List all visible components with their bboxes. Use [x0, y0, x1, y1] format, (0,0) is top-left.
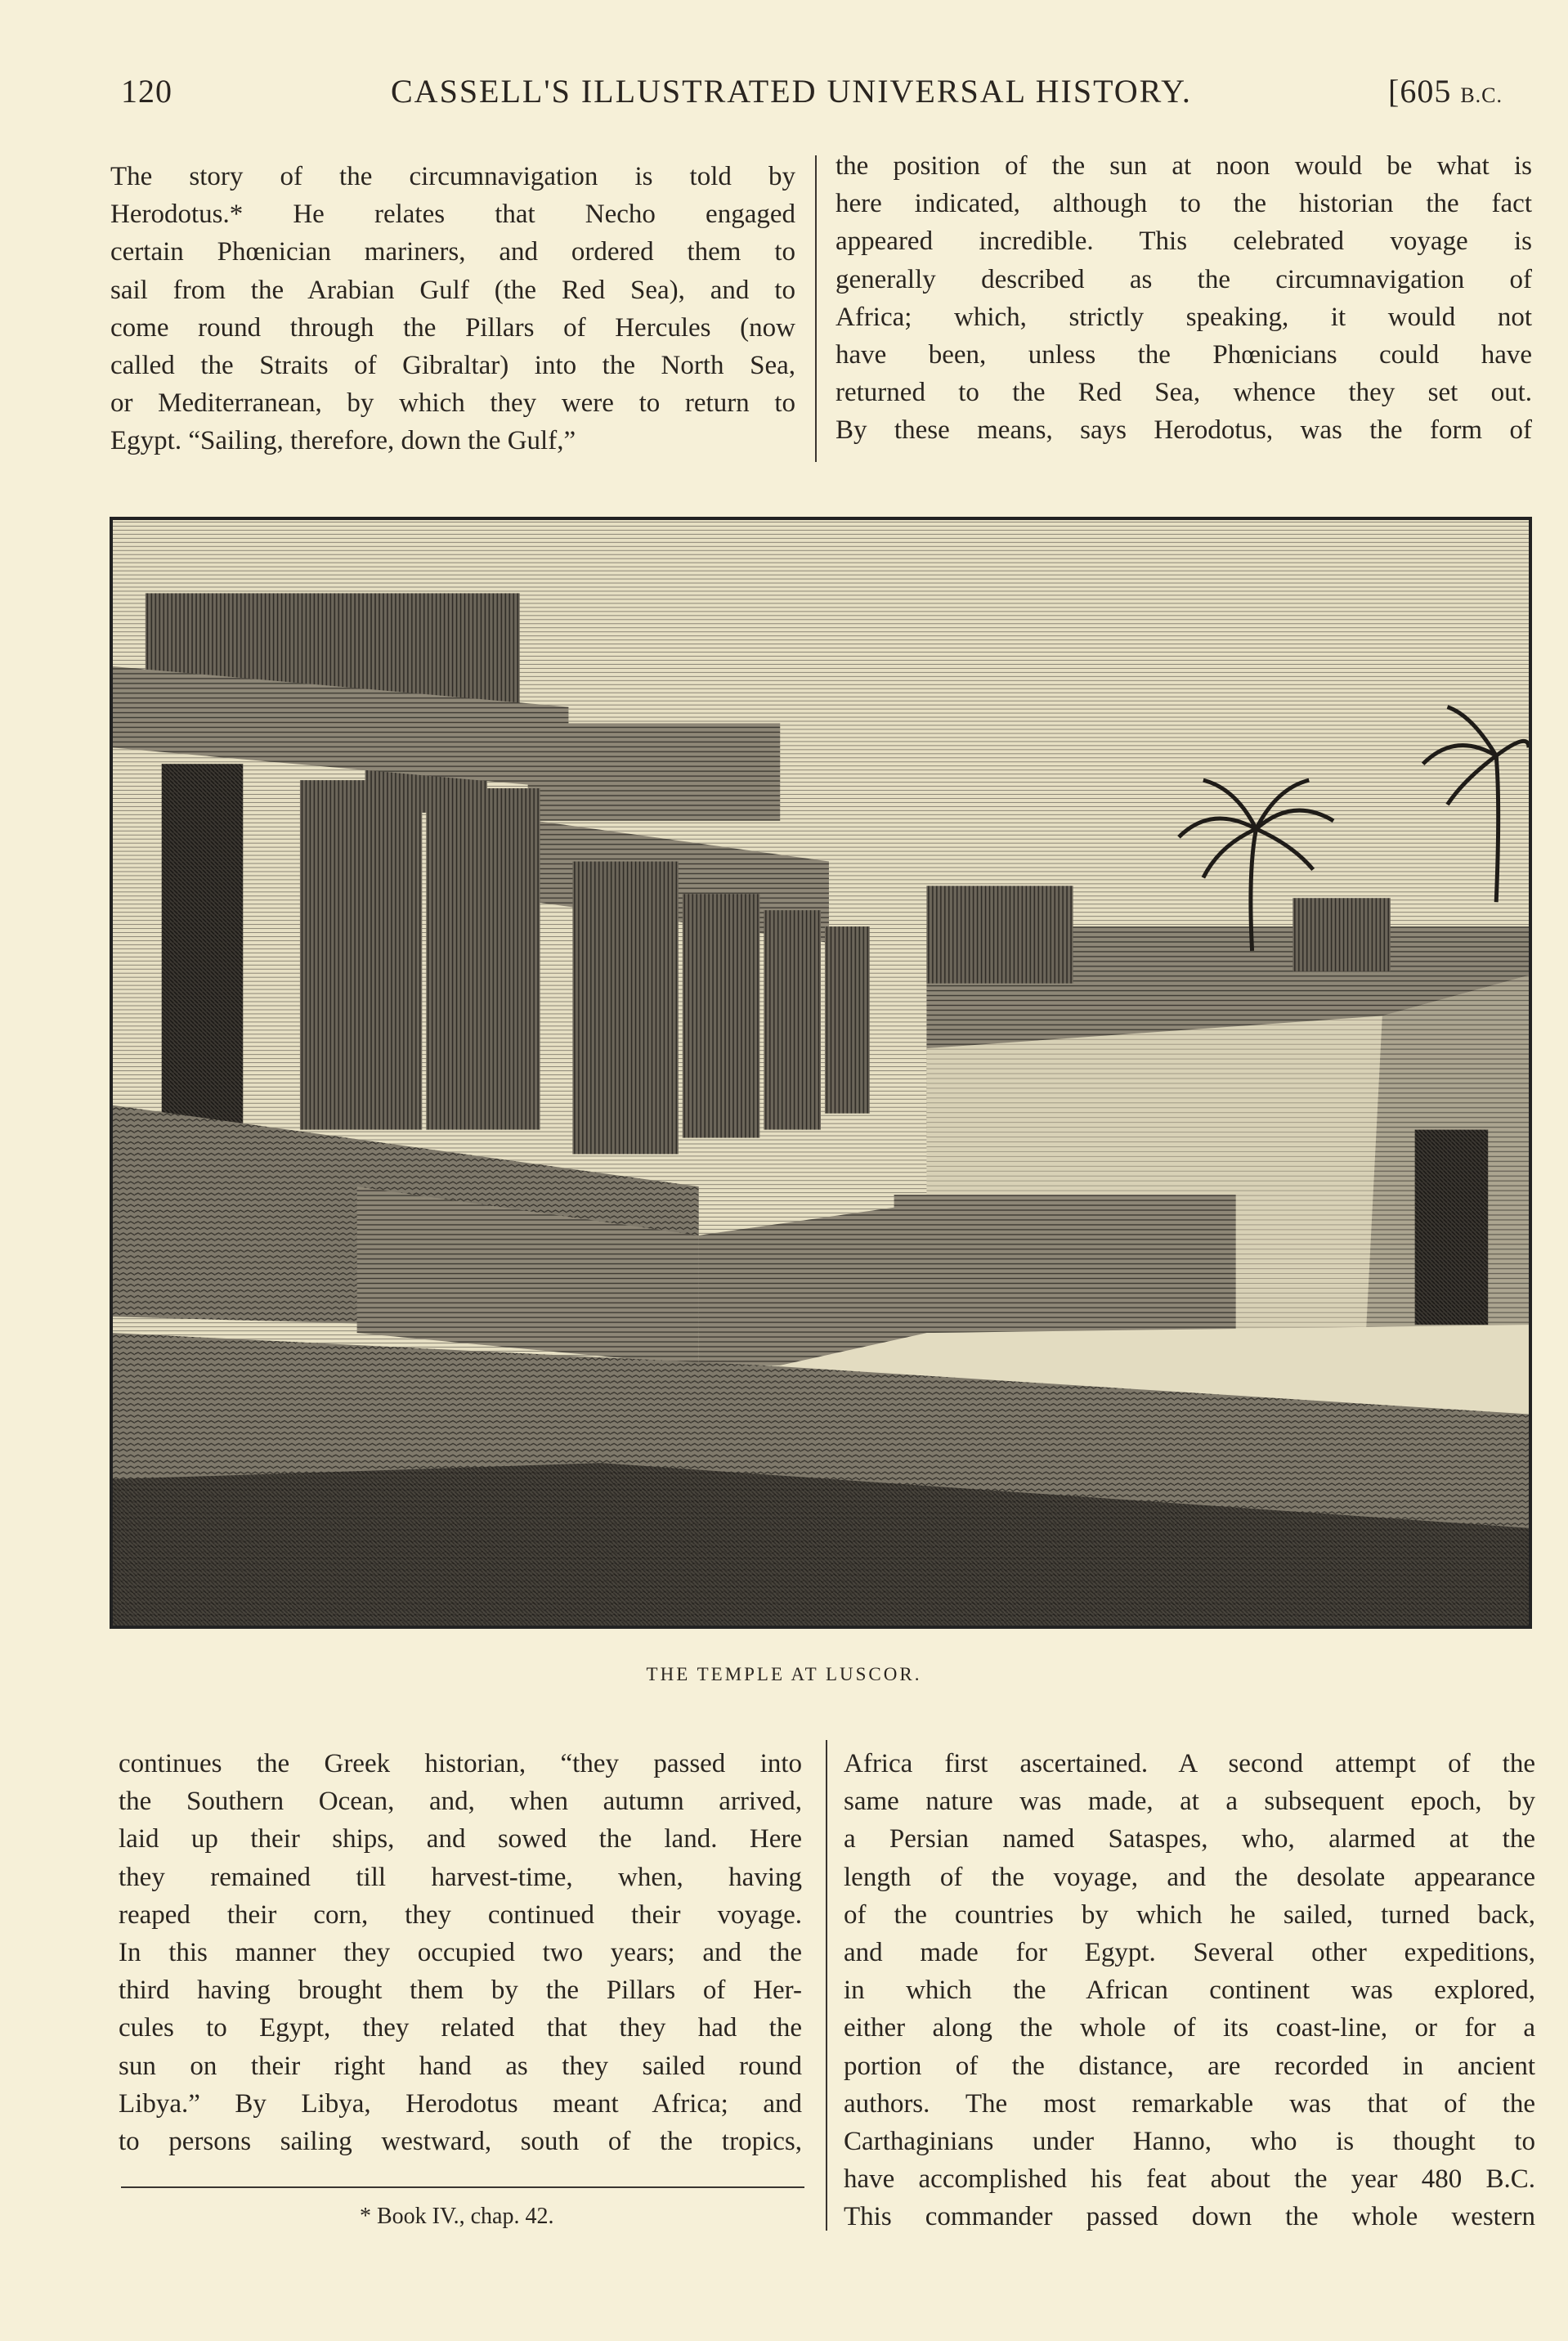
date-era: B.C.	[1460, 83, 1503, 107]
column-top-left	[110, 158, 795, 460]
text-line: to persons sailing westward, south of the tropics,	[119, 2126, 802, 2156]
temple-engraving-art	[113, 520, 1529, 1626]
text-line: Carthaginians under Hanno, who is thought to	[844, 2126, 1535, 2156]
text-line: authors. The most remarkable was that of the	[844, 2088, 1535, 2119]
text-line: returned to the Red Sea, whence they set out.	[836, 378, 1532, 408]
text-line: Africa first ascertained. A second attempt of the	[844, 1749, 1535, 1778]
text-line: appeared incredible. This celebrated voyage is	[836, 226, 1532, 257]
text-line: in which the African continent was explored,	[844, 1975, 1535, 2006]
text-line: have been, unless the Phœnicians could have	[836, 339, 1532, 370]
text-line: called the Straits of Gibraltar) into the North Sea,	[110, 350, 795, 380]
footnote-rule	[121, 2186, 804, 2188]
text-line: length of the voyage, and the desolate appearance	[844, 1862, 1535, 1892]
text-line: Africa; which, strictly speaking, it would not	[836, 302, 1532, 332]
text-line: The story of the circumnavigation is told by	[110, 162, 795, 191]
text-line: continues the Greek historian, “they passed into	[119, 1749, 802, 1778]
date-marker	[1388, 72, 1503, 121]
text-line: sun on their right hand as they sailed round	[119, 2051, 802, 2081]
column-divider	[826, 1740, 827, 2231]
text-line: here indicated, although to the historian the fact	[836, 189, 1532, 219]
column-divider	[815, 155, 817, 462]
page-number: 120	[121, 73, 172, 110]
column-bottom-right	[844, 1745, 1535, 2236]
text-line: certain Phœnician mariners, and ordered them to	[110, 237, 795, 267]
text-line: the position of the sun at noon would be what is	[836, 151, 1532, 181]
text-line: By these means, says Herodotus, was the form of	[836, 415, 1532, 446]
text-line: Herodotus.* He relates that Necho engaged	[110, 200, 795, 230]
temple-engraving	[110, 517, 1532, 1629]
text-line: third having brought them by the Pillars of Her-	[119, 1975, 802, 2006]
date-bracket: [605	[1388, 73, 1452, 110]
text-line: or Mediterranean, by which they were to return to	[110, 388, 795, 419]
column-top-right	[836, 147, 1532, 450]
text-line: of the countries by which he sailed, turned back,	[844, 1899, 1535, 1930]
footnote: * Book IV., chap. 42.	[360, 2204, 554, 2229]
text-line: have accomplished his feat about the year 480 B.C.	[844, 2164, 1535, 2195]
text-line: In this manner they occupied two years; and the	[119, 1937, 802, 1967]
text-line: sail from the Arabian Gulf (the Red Sea), and to	[110, 275, 795, 305]
text-line: they remained till harvest-time, when, having	[119, 1862, 802, 1892]
text-line: generally described as the circumnavigation of	[836, 264, 1532, 294]
text-line: the Southern Ocean, and, when autumn arrived,	[119, 1787, 802, 1817]
text-line: a Persian named Sataspes, who, alarmed at the	[844, 1824, 1535, 1854]
text-line: Libya.” By Libya, Herodotus meant Africa; and	[119, 2088, 802, 2119]
text-line: same nature was made, at a subsequent epoch, by	[844, 1787, 1535, 1817]
text-line: come round through the Pillars of Hercules (now	[110, 312, 795, 343]
illustration-caption: THE TEMPLE AT LUSCOR.	[646, 1664, 922, 1684]
text-line: laid up their ships, and sowed the land. Here	[119, 1824, 802, 1854]
text-line: cules to Egypt, they related that they had the	[119, 2013, 802, 2043]
text-line: Egypt. “Sailing, therefore, down the Gulf,”	[110, 426, 576, 456]
running-title: CASSELL'S ILLUSTRATED UNIVERSAL HISTORY.	[391, 73, 1192, 110]
text-line: portion of the distance, are recorded in ancient	[844, 2051, 1535, 2081]
text-line: This commander passed down the whole western	[844, 2202, 1535, 2232]
column-bottom-left	[119, 1745, 802, 2160]
text-line: reaped their corn, they continued their voyage.	[119, 1899, 802, 1930]
text-line: and made for Egypt. Several other expeditions,	[844, 1937, 1535, 1967]
text-line: either along the whole of its coast-line, or for a	[844, 2013, 1535, 2043]
